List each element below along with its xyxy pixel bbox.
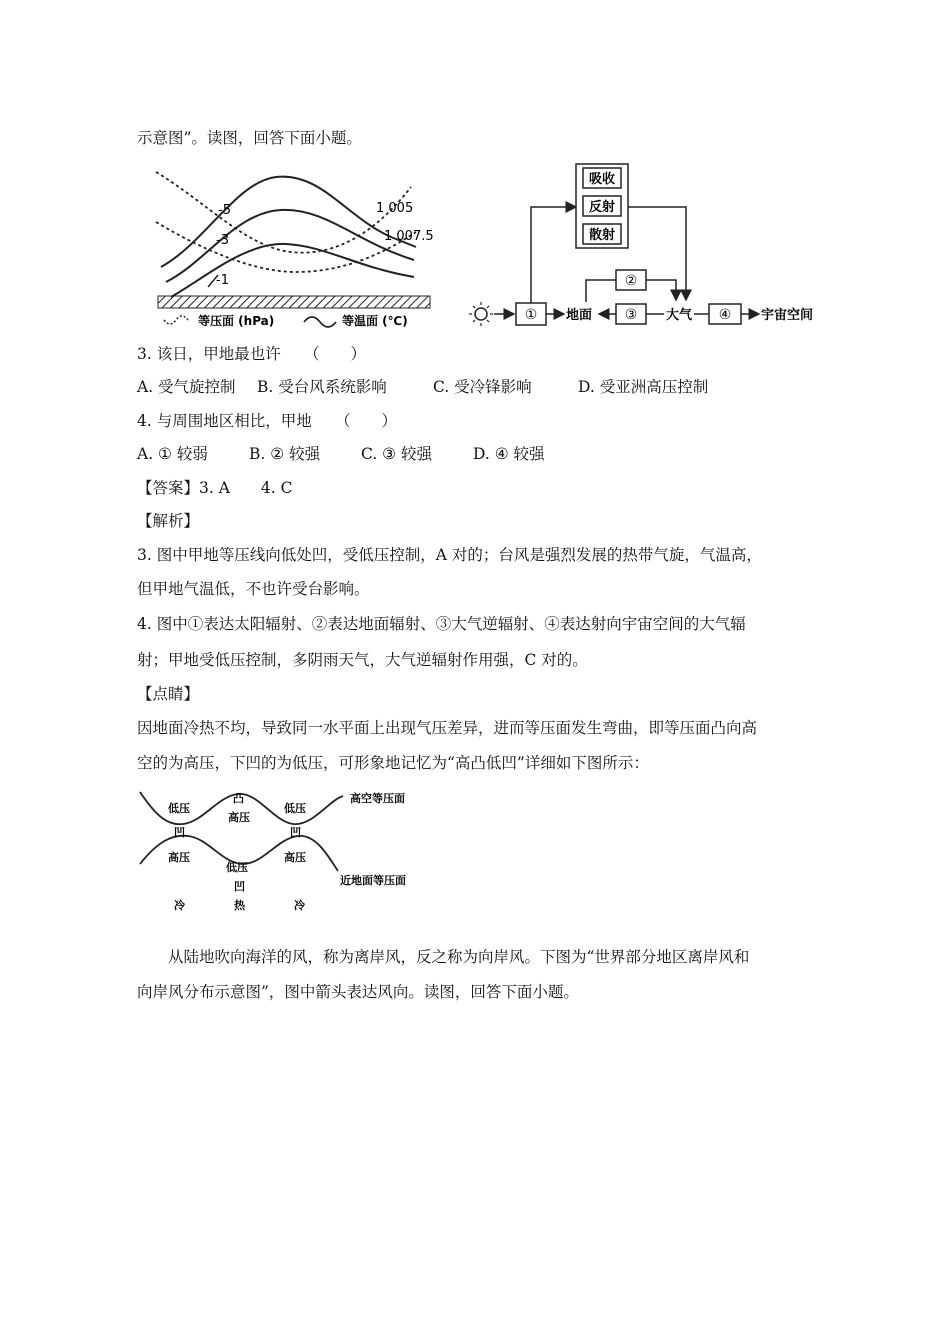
next-intro-line: 向岸风分布示意图”，图中箭头表达风向。读图，回答下面小题。	[137, 983, 579, 1001]
isobar-label: 1 007.5	[384, 229, 434, 244]
node-1-label: ①	[524, 307, 538, 323]
sun-icon	[469, 302, 493, 326]
isotherm-label: -3	[216, 233, 229, 248]
node-4-label: ④	[718, 307, 732, 323]
reflect-label: 反射	[588, 200, 616, 215]
cold-label-1: 冷	[174, 899, 185, 912]
question-3-options	[137, 377, 708, 397]
legend-isotherm: 等温面 (℃)	[342, 314, 408, 328]
analysis-line: 3. 图中甲地等压线向低处凹，受低压控制，A 对的；台风是强烈发展的热带气旋，气温高，	[137, 546, 762, 564]
isobar-isotherm-figure	[146, 162, 436, 330]
upper-dent-label-2: 凹	[290, 826, 301, 839]
upper-bulge-label: 凸	[233, 792, 244, 805]
node-2-label: ②	[624, 273, 638, 289]
cold-label-2: 冷	[294, 899, 305, 912]
hot-label: 热	[234, 899, 245, 912]
question-4-stem: 4. 与周围地区相比，甲地 （ ）	[137, 412, 397, 430]
lower-low-label: 低压	[226, 861, 248, 874]
tip-title: 【点睛】	[137, 685, 200, 703]
option-c[interactable]: C. 受冷锋影响	[433, 378, 532, 396]
scatter-label: 散射	[588, 228, 616, 243]
option-c[interactable]: C. ③ 较强	[361, 445, 432, 463]
ground-label: 地面	[566, 308, 593, 323]
upper-low-label-2: 低压	[284, 802, 306, 815]
upper-high-label: 高压	[228, 811, 250, 824]
intro-tail: 示意图”。读图，回答下面小题。	[137, 129, 362, 147]
option-b[interactable]: B. ② 较强	[249, 445, 321, 463]
legend-isobar: 等压面 (hPa)	[198, 314, 275, 328]
question-4-options	[137, 444, 545, 464]
option-a[interactable]: A. ① 较弱	[137, 445, 208, 463]
analysis-title: 【解析】	[137, 512, 200, 530]
lower-surface-label: 近地面等压面	[340, 874, 406, 887]
option-a[interactable]: A. 受气旋控制	[137, 378, 236, 396]
lower-high-label-2: 高压	[284, 851, 306, 864]
tip-line: 因地面冷热不均，导致同一水平面上出现气压差异，进而等压面发生弯曲，即等压面凸向高	[137, 719, 758, 737]
isotherm-label: -1	[216, 273, 229, 288]
isobar-label: 1 005	[376, 201, 414, 216]
isotherm-label: -5	[218, 203, 231, 218]
option-d[interactable]: D. 受亚洲高压控制	[578, 378, 709, 396]
lower-high-label-1: 高压	[168, 851, 190, 864]
absorb-label: 吸收	[588, 172, 616, 187]
question-3-stem: 3. 该日，甲地最也许 （ ）	[137, 345, 366, 363]
option-b[interactable]: B. 受台风系统影响	[257, 378, 387, 396]
upper-dent-label-1: 凹	[174, 826, 185, 839]
analysis-line: 但甲地气温低，不也许受台影响。	[137, 580, 370, 598]
analysis-line: 4. 图中①表达太阳辐射、②表达地面辐射、③大气逆辐射、④表达射向宇宙空间的大气辐	[137, 615, 746, 633]
node-3-label: ③	[624, 307, 638, 323]
pressure-surface-figure	[138, 786, 428, 916]
space-label: 宇宙空间	[761, 308, 814, 323]
atmosphere-label: 大气	[666, 308, 693, 323]
answer-line: 【答案】3. A 4. C	[137, 479, 293, 497]
option-d[interactable]: D. ④ 较强	[473, 445, 545, 463]
upper-low-label-1: 低压	[168, 802, 190, 815]
ground-hatch	[158, 296, 430, 308]
lower-dent-label: 凹	[234, 880, 245, 893]
radiation-diagram	[466, 162, 826, 332]
tip-line: 空的为高压，下凹的为低压，可形象地记忆为“高凸低凹”详细如下图所示：	[137, 754, 649, 772]
analysis-line: 射；甲地受低压控制，多阴雨天气，大气逆辐射作用强，C 对的。	[137, 651, 588, 669]
upper-surface-label: 高空等压面	[350, 792, 405, 805]
next-intro-line: 从陆地吹向海洋的风，称为离岸风，反之称为向岸风。下图为“世界部分地区离岸风和	[137, 948, 750, 966]
